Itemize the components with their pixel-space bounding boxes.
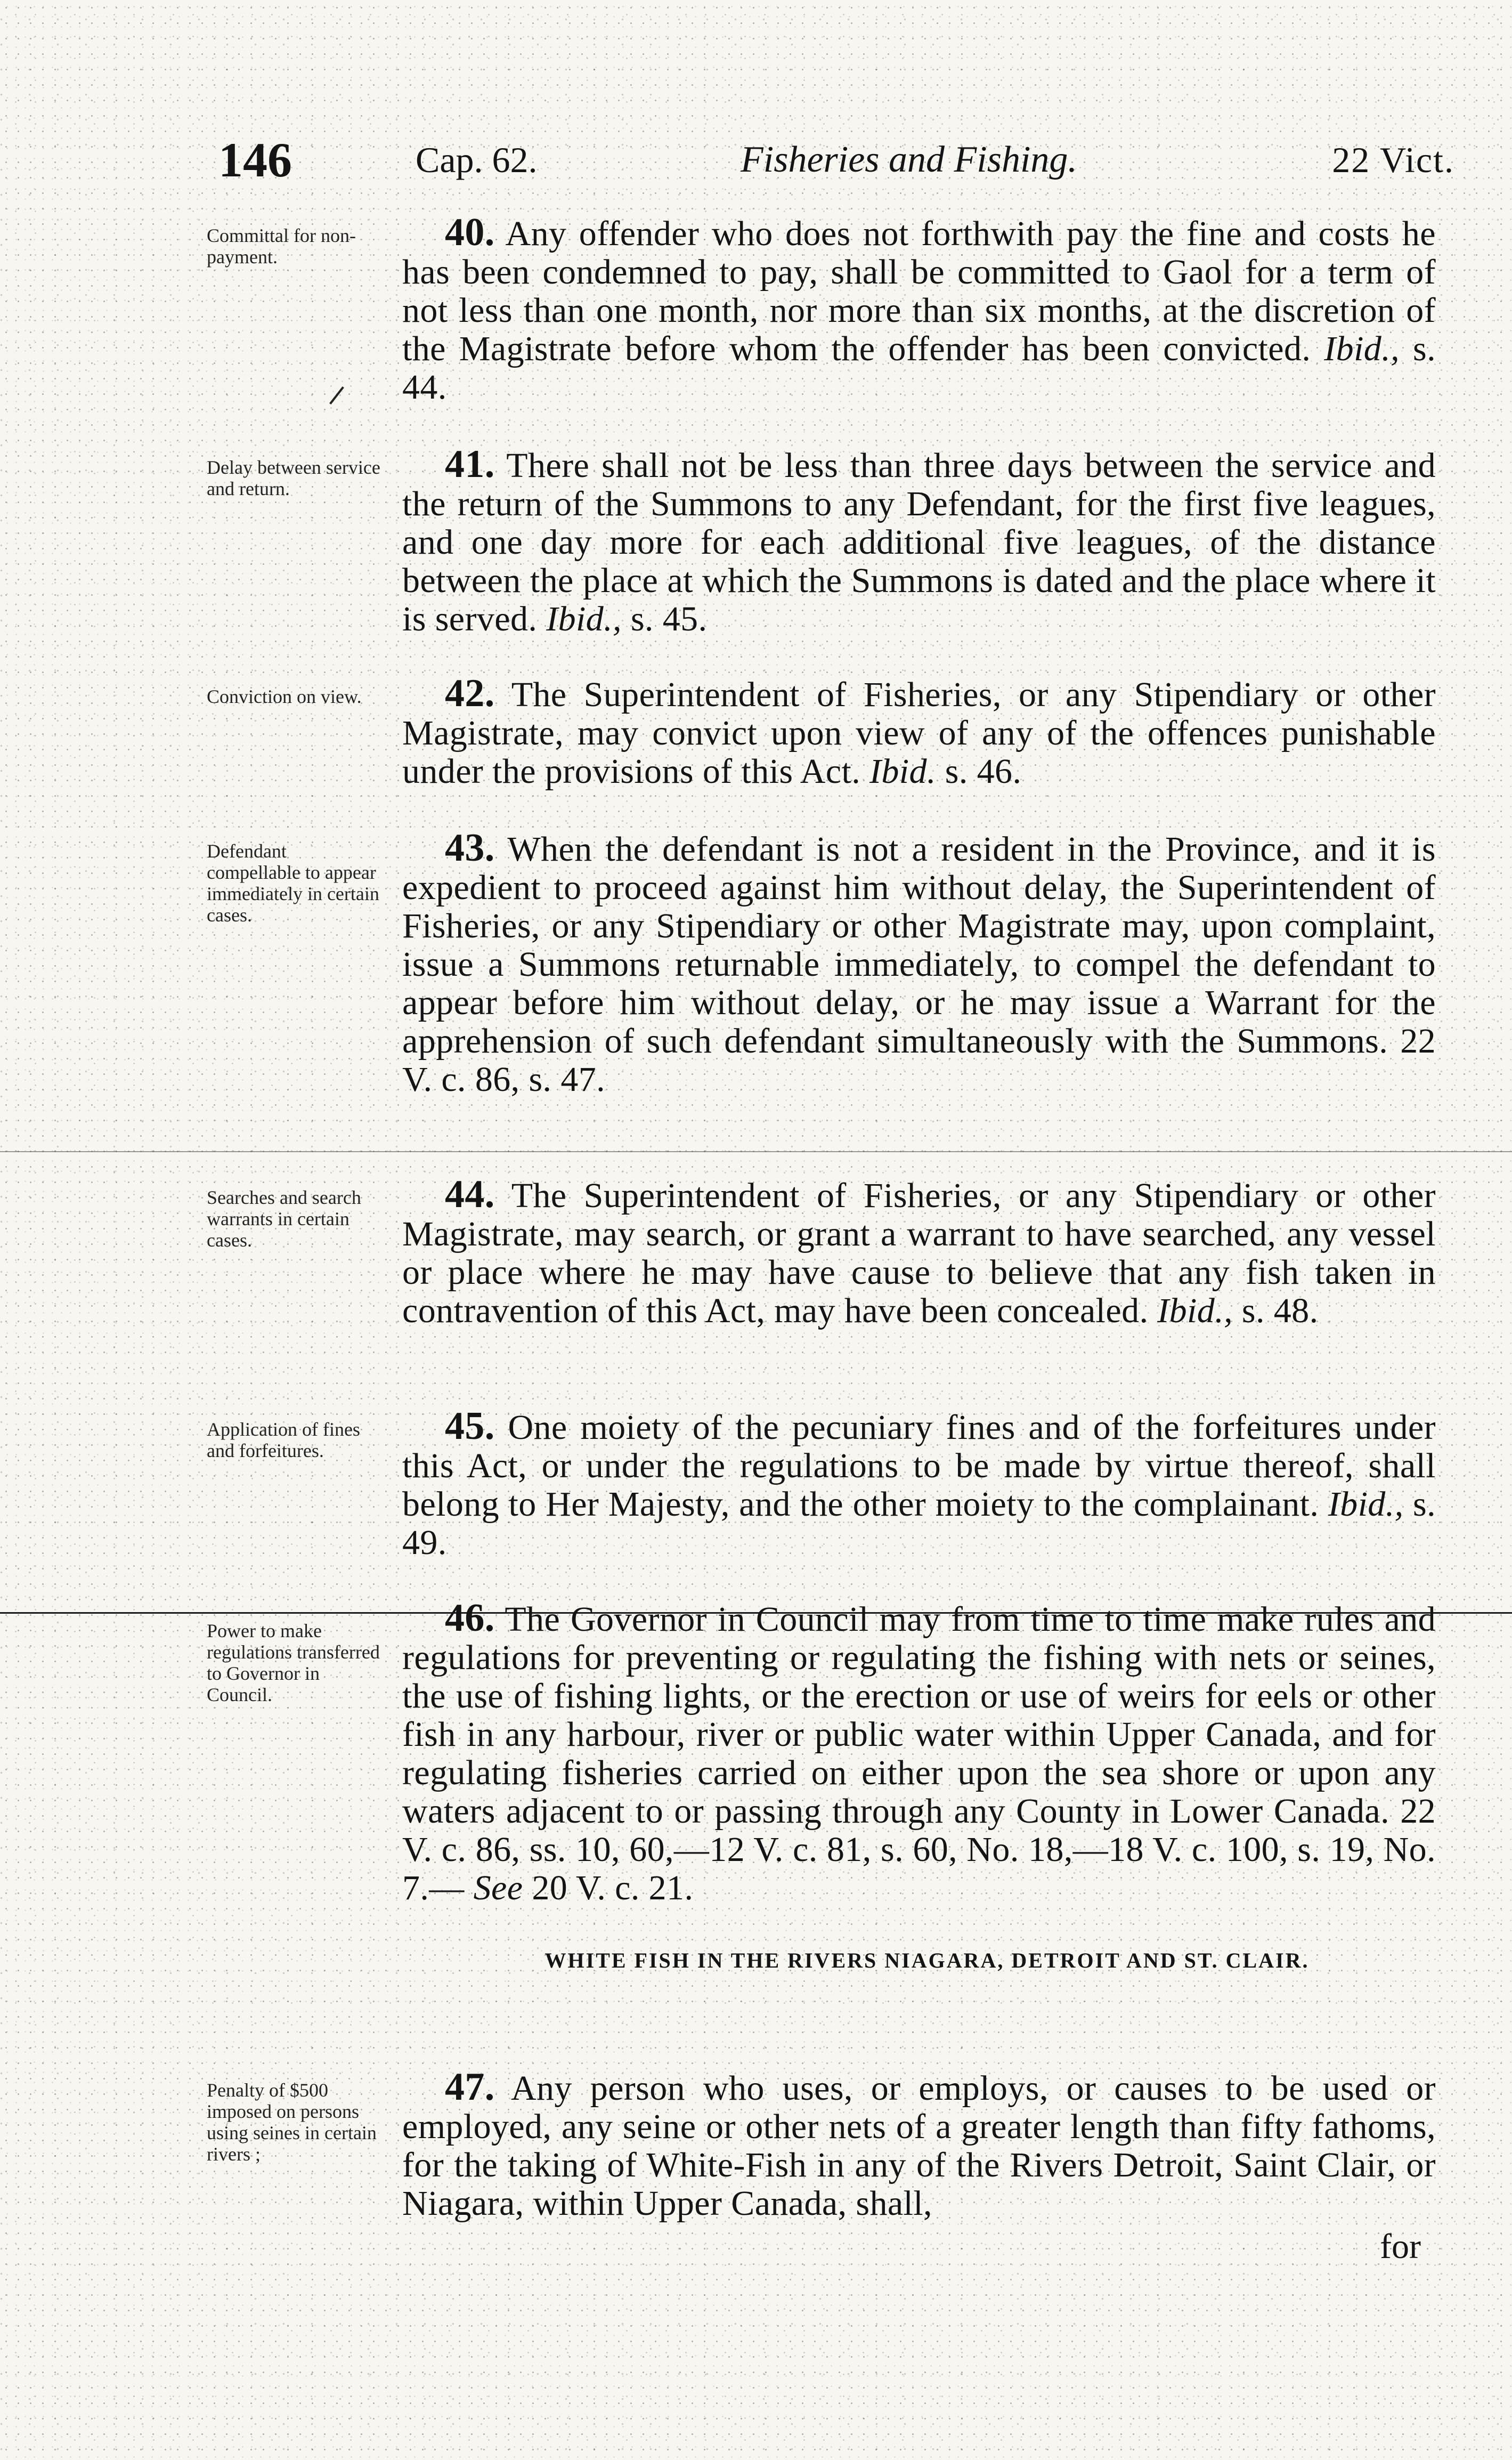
catchword: for xyxy=(1380,2227,1421,2266)
marginal-note: Power to make regulations transferred to Governor in Council. xyxy=(207,1620,380,1705)
section-number: 43. xyxy=(445,826,495,870)
section-number: 44. xyxy=(445,1172,495,1216)
section-body: The Superintendent of Fisheries, or any Stipendiary or other Magistrate, may search, or grant a warrant to have searched, any vessel or place where he may have cause to believe that any fish taken in contravention of this Act, may have been concealed. xyxy=(402,1176,1436,1330)
citation-see: See xyxy=(473,1868,523,1907)
section-text xyxy=(402,442,1436,638)
citation: s. 46. xyxy=(945,752,1022,791)
section-number: 41. xyxy=(445,442,495,486)
pen-mark xyxy=(329,386,344,404)
section-text xyxy=(402,1172,1436,1330)
citation: s. 45. xyxy=(630,600,708,638)
section-body: When the defendant is not a resident in the Province, and it is expedient to proceed against him without delay, the Superintendent of Fisheries, or any Stipendiary or other Magistrate may, upon complaint, issue a Summons returnable immediately, to compel the defendant to appear before him without delay, or he may issue a Warrant for the apprehension of such defendant simultaneously with the Summons. xyxy=(402,830,1436,1061)
section-text xyxy=(402,2065,1436,2223)
section-text xyxy=(402,671,1436,791)
section-text xyxy=(402,213,1436,407)
section-number: 47. xyxy=(445,2065,495,2109)
citation: 22 V. c. 86, s. 47. xyxy=(402,1022,1436,1099)
section-text xyxy=(402,826,1436,1099)
subheading: WHITE FISH IN THE RIVERS NIAGARA, DETROIT AND ST. CLAIR. xyxy=(544,1948,1310,1972)
citation-ibid: Ibid., xyxy=(1324,329,1400,368)
running-title: Fisheries and Fishing. xyxy=(741,139,1077,180)
section-body: One moiety of the pecuniary fines and of the forfeitures under this Act, or under the regulations to be made by virtue thereof, shall belong to Her Majesty, and the other moiety to the complainant. xyxy=(402,1408,1436,1524)
citation: s. 48. xyxy=(1241,1291,1319,1330)
citation-ibid: Ibid. xyxy=(869,752,936,791)
marginal-note: Delay between service and return. xyxy=(207,457,380,499)
citation: s. 44. xyxy=(402,329,1436,407)
marginal-note: Penalty of $500 imposed on persons using seines in certain rivers ; xyxy=(207,2079,377,2165)
section-body: The Superintendent of Fisheries, or any Stipendiary or other Magistrate, may convict upon view of any of the offences punishable under the provisions of this Act. xyxy=(402,675,1436,791)
chapter-label: Cap. 62. xyxy=(416,140,538,180)
section-number: 42. xyxy=(445,671,495,715)
section-text xyxy=(402,1404,1436,1562)
section-number: 46. xyxy=(445,1596,495,1640)
section-body: Any person who uses, or employs, or causes to be used or employed, any seine or other nets of a greater length than fifty fathoms, for the taking of White-Fish in any of the Rivers Detroit, Saint Clair, or Niagara, within Upper Canada, shall, xyxy=(402,2069,1436,2223)
section-body: Any offender who does not forthwith pay the fine and costs he has been condemned to pay, shall be committed to Gaol for a term of not less than one month, nor more than six months, at the discretion of the Magistrate before whom the offender has been convicted. xyxy=(402,214,1436,368)
marginal-note: Application of fines and forfeitures. xyxy=(207,1419,360,1461)
citation-ibid: Ibid., xyxy=(1328,1485,1404,1524)
section-number: 40. xyxy=(445,211,495,254)
page-number: 146 xyxy=(218,133,292,187)
section-body: There shall not be less than three days between the service and the return of the Summons to any Defendant, for the first five leagues, and one day more for each additional five leagues, of the distance between the place at which the Summons is dated and the place where it is served. xyxy=(402,446,1436,638)
citation-ibid: Ibid., xyxy=(1157,1291,1233,1330)
section-body: The Governor in Council may from time to time make rules and regulations for preventing or regulating the fishing with nets or seines, the use of fishing lights, or the erection or use of weirs for eels or other fish in any harbour, river or public water within Upper Canada, and for regulating fisheries carried on either upon the sea shore or upon any waters adjacent to or passing through any County in Lower Canada. 22 V. c. 86, ss. 10, 60,—12 V. c. 81, s. 60, No. 18,—18 V. c. 100, s. 19, No. 7.— xyxy=(402,1600,1436,1907)
running-header xyxy=(218,133,1454,187)
section-text xyxy=(402,1596,1436,1907)
marginal-note: Committal for non-payment. xyxy=(207,225,356,268)
regnal-year: 22 Vict. xyxy=(1332,140,1454,180)
citation: s. 49. xyxy=(402,1485,1436,1562)
scan-streak xyxy=(0,1151,1512,1152)
citation: 20 V. c. 21. xyxy=(532,1868,694,1907)
marginal-note: Searches and search warrants in certain cases. xyxy=(207,1187,361,1251)
marginal-note: Defendant compellable to appear immediately in certain cases. xyxy=(207,840,379,926)
marginal-note: Conviction on view. xyxy=(207,686,362,707)
citation-ibid: Ibid., xyxy=(546,600,622,638)
section-number: 45. xyxy=(445,1404,495,1448)
